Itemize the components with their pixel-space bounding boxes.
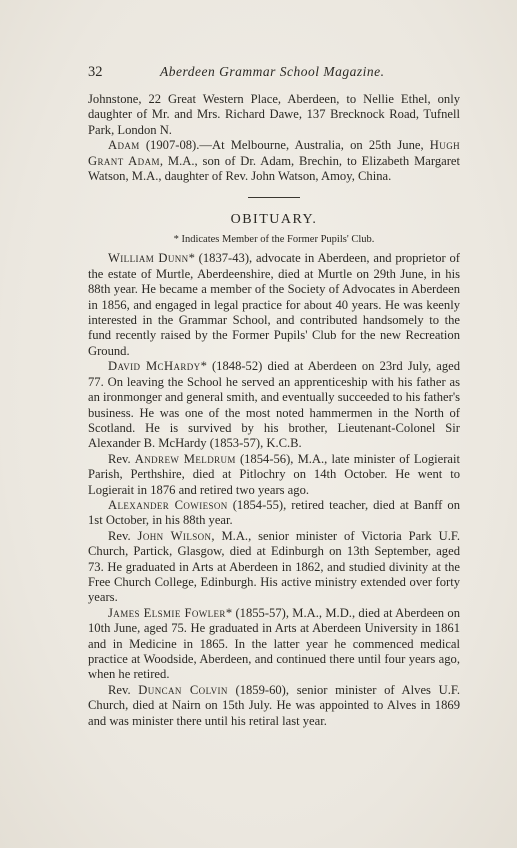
obituary-entry xyxy=(88,498,460,529)
obituary-name: John Wilson xyxy=(137,528,212,543)
obituary-prefix: Rev. xyxy=(108,682,139,697)
obituary-text: * (1837-43), advocate in Aberdeen, and proprietor of the estate of Murtle, Aberdeenshire, died at Murtle on 29th June, in his 88th year. He became a member of the Society of Advocates in Aberdeen in 1856, and engaged in legal practice for about 40 years. He was keenly interested in the Grammar School, and contributed handsomely to the fund recently raised by the Former Pupils' Club for the new Recreation Ground. xyxy=(88,251,460,358)
page-body xyxy=(88,92,460,729)
obituary-text: , M.A., senior minister of Victoria Park U.F. Church, Partick, Glasgow, died at Edinburgh on 13th September, aged 73. He graduated in Arts at Aberdeen in 1862, and studied divinity at the Free Church College, Edinburgh. His active ministry extended over forty years. xyxy=(88,528,461,605)
obituary-name: David McHardy xyxy=(108,359,201,374)
running-title: Aberdeen Grammar School Magazine. xyxy=(160,64,385,79)
obituary-text: * (1855-57), M.A., M.D., died at Aberdeen on 10th June, aged 75. He graduated in Arts at Aberdeen University in 1861 and in Medicine in 1865. In the latter year he commenced medical practice at Woodside, Aberdeen, and continued there until four years ago, when he retired. xyxy=(88,605,460,682)
obituary-entry xyxy=(88,529,460,606)
marriage-notice-adam xyxy=(88,138,460,184)
obituary-prefix: Rev. xyxy=(108,528,138,543)
marriage-surname: Adam xyxy=(108,138,140,153)
obituary-text: (1854-55), retired teacher, died at Banff on 1st October, in his 88th year. xyxy=(88,497,460,528)
marriage-text-a: (1907-08).—At Melbourne, Australia, on 25th June, xyxy=(139,138,430,153)
obituary-entry xyxy=(88,251,460,359)
marriage-groom: Hugh Grant Adam xyxy=(88,138,460,168)
obituary-entry xyxy=(88,359,460,451)
obituary-entry xyxy=(88,606,460,683)
obituary-name: William Dunn xyxy=(108,251,189,266)
obituary-heading: OBITUARY. xyxy=(230,212,318,228)
obituary-name: Andrew Meldrum xyxy=(134,451,236,466)
page-number: 32 xyxy=(88,64,103,80)
obituary-entry xyxy=(88,452,460,498)
marriage-text-b: , M.A., son of Dr. Adam, Brechin, to Elizabeth Margaret Watson, M.A., daughter of Rev. John Watson, Amoy, China. xyxy=(88,153,460,184)
obituary-text: (1854-56), M.A., late minister of Logierait Parish, Perthshire, died at Pitlochry on 14th October. He went to Logierait in 1876 and retired two years ago. xyxy=(88,451,460,497)
obituary-name: Duncan Colvin xyxy=(138,682,228,697)
obituary-name: Alexander Cowieson xyxy=(108,497,228,512)
marriage-notice-continued: Johnstone, 22 Great Western Place, Aberdeen, to Nellie Ethel, only daughter of Mr. and Mrs. Richard Dawe, 137 Brecknock Road, Tufnell Park, London N. xyxy=(88,92,460,137)
obituary-prefix: Rev. xyxy=(108,451,135,466)
obituary-text: * (1848-52) died at Aberdeen on 23rd July, aged 77. On leaving the School he served an apprenticeship with his father as an ironmonger and general smith, and eventually succeeded to his father's business. He was one of the most noted hammermen in the North of Scotland. He is survived by his brother, Lieutenant-Colonel Sir Alexander B. McHardy (1853-57), K.C.B. xyxy=(88,359,461,451)
page-header xyxy=(88,64,460,84)
obituary-entry xyxy=(88,683,460,729)
obituary-name: James Elsmie Fowler xyxy=(108,605,226,620)
obituary-text: (1859-60), senior minister of Alves U.F. Church, died at Nairn on 15th July. He was appointed to Alves in 1869 and was minister there until his retiral last year. xyxy=(88,682,461,728)
obituary-footnote: * Indicates Member of the Former Pupils' Club. xyxy=(173,234,375,246)
section-divider xyxy=(248,197,300,198)
